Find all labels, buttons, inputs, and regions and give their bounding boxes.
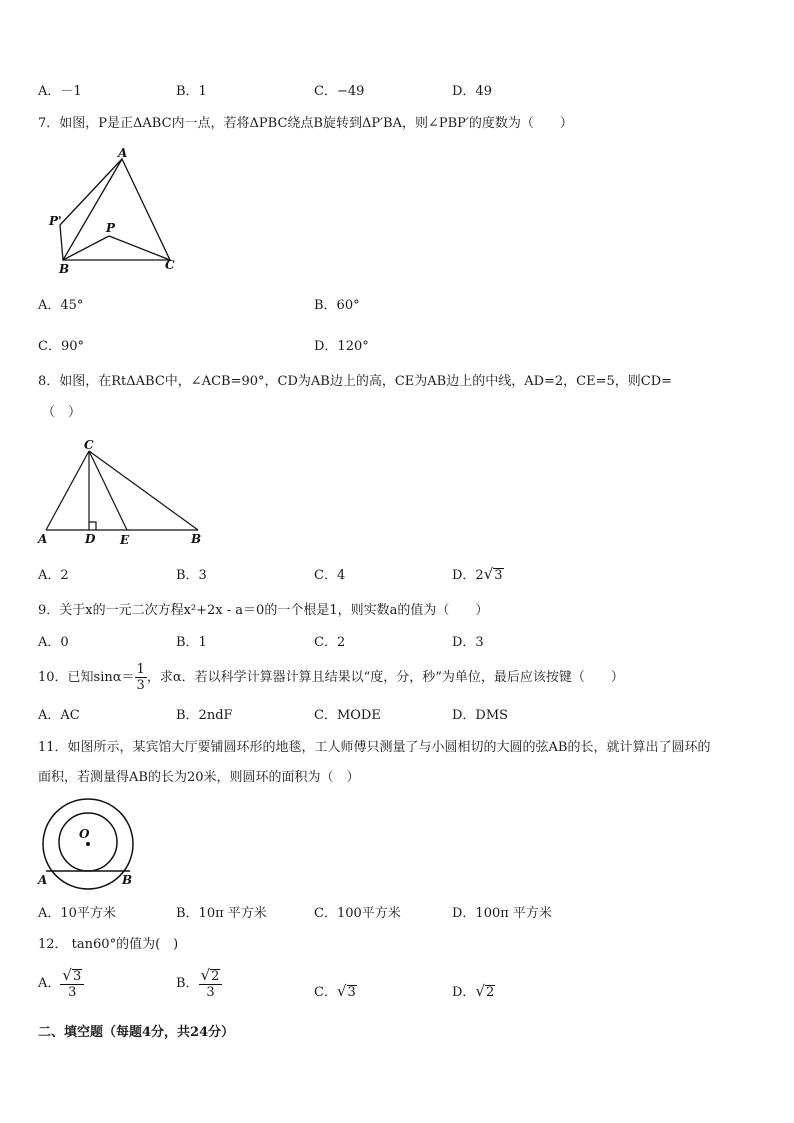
q8-segment-cb <box>89 451 198 530</box>
q11-label-o: O <box>79 827 90 841</box>
q6-option-d: D．49 <box>452 84 492 99</box>
q12-option-d-label: D． <box>452 985 476 1000</box>
q6-option-c: C．−49 <box>314 84 365 99</box>
q11-option-c: C．100平方米 <box>314 906 401 921</box>
q8-right-angle-mark <box>89 522 96 530</box>
q12-option-d <box>452 982 495 1002</box>
q8-triangle-figure <box>34 436 214 551</box>
q11-label-a: A <box>38 873 48 887</box>
q10-fraction-denominator: 3 <box>136 678 145 693</box>
q12-option-b-fraction <box>199 968 223 1000</box>
q6-option-a: A．－1 <box>38 84 82 99</box>
q12-option-c-radicand: 3 <box>347 985 356 1000</box>
q11-stem-line1: 11．如图所示，某宾馆大厅要铺圆环形的地毯，工人师傅只测量了与小圆相切的大圆的弦AB的长，就计算出了圆环的 <box>38 740 711 755</box>
q7-stem: 7．如图，P是正ΔABC内一点，若将ΔPBC绕点B旋转到ΔP′BA，则∠PBP′的度数为（ ） <box>38 116 573 131</box>
q12-option-b <box>176 968 222 1000</box>
q6-option-b: B．1 <box>176 84 207 99</box>
q7-option-a: A．45° <box>38 298 84 313</box>
q8-label-e: E <box>120 533 130 547</box>
q11-option-a: A．10平方米 <box>38 906 116 921</box>
q8-segment-ce <box>89 451 127 530</box>
q12-option-b-label: B． <box>176 976 199 991</box>
q11-center-point <box>86 842 90 846</box>
q10-option-a: A．AC <box>38 708 80 723</box>
q10-stem <box>38 662 624 693</box>
q7-option-c: C．90° <box>38 339 84 354</box>
q7-segment-ap-prime <box>60 159 122 225</box>
q8-label-d: D <box>85 532 96 546</box>
q12-stem: 12． tan60°的值为( ) <box>38 937 179 952</box>
q9-option-d: D．3 <box>452 635 484 650</box>
q9-stem: 9．关于x的一元二次方程x²+2x - a＝0的一个根是1，则实数a的值为（ ） <box>38 603 489 618</box>
q10-fraction <box>135 662 147 693</box>
q7-label-p: P <box>106 221 116 235</box>
q11-option-b: B．10π 平方米 <box>176 906 267 921</box>
q7-label-p-prime: P' <box>49 214 62 228</box>
q10-fraction-numerator: 1 <box>136 662 145 677</box>
q12-option-c <box>314 982 357 1002</box>
q8-stem-line1: 8．如图，在RtΔABC中，∠ACB=90°，CD为AB边上的高，CE为AB边上的中线，AD=2，CE=5，则CD= <box>38 374 673 389</box>
q10-stem-after: ，求α．若以科学计算器计算且结果以“度，分，秒”为单位，最后应该按键（ ） <box>146 670 624 685</box>
q8-option-d <box>452 565 504 585</box>
q10-option-d: D．DMS <box>452 708 509 723</box>
q12-option-a-sqrt-icon: √ <box>62 966 72 984</box>
q10-stem-before: 10．已知sinα＝ <box>38 670 135 685</box>
q8-option-d-prefix: D．2 <box>452 568 484 583</box>
q8-label-a: A <box>38 532 48 546</box>
q7-triangle-abc <box>63 159 170 260</box>
q9-option-c: C．2 <box>314 635 346 650</box>
q7-label-c: C <box>165 258 175 272</box>
q10-option-b: B．2ndF <box>176 708 233 723</box>
q7-segment-p-prime-b <box>60 225 63 260</box>
q11-option-d: D．100π 平方米 <box>452 906 552 921</box>
q8-segment-ac <box>46 451 89 530</box>
q11-annulus-figure <box>34 798 144 890</box>
q12-option-a <box>38 968 84 1000</box>
q8-option-d-radicand: 3 <box>494 568 503 583</box>
q12-option-b-sqrt-icon: √ <box>200 966 211 984</box>
q7-label-b: B <box>59 262 70 275</box>
q8-option-b: B．3 <box>176 568 207 583</box>
q12-option-b-numerator <box>199 968 223 985</box>
q12-option-a-numerator <box>60 968 84 985</box>
q12-option-c-label: C． <box>314 985 337 1000</box>
q12-option-b-denominator: 3 <box>206 985 215 1000</box>
q10-option-c: C．MODE <box>314 708 381 723</box>
q12-option-a-denominator: 3 <box>68 985 77 1000</box>
q8-option-c: C．4 <box>314 568 346 583</box>
q9-option-b: B．1 <box>176 635 207 650</box>
q7-triangle-figure <box>46 145 186 275</box>
q8-option-a: A．2 <box>38 568 69 583</box>
q12-option-b-radicand: 2 <box>211 969 220 984</box>
q8-stem-line2: （ ） <box>42 405 82 420</box>
q8-sqrt-icon: √ <box>483 565 494 583</box>
q7-option-d: D．120° <box>314 339 369 354</box>
q12-option-d-sqrt-icon: √ <box>475 982 485 1000</box>
q12-option-c-sqrt-icon: √ <box>336 982 347 1000</box>
q8-label-b: B <box>191 532 202 546</box>
q9-option-a: A．0 <box>38 635 69 650</box>
q12-option-a-radicand: 3 <box>72 969 82 984</box>
section-heading-fill-in: 二、填空题（每题4分，共24分） <box>38 1025 235 1040</box>
q12-option-a-fraction <box>60 968 84 1000</box>
q11-stem-line2: 面积，若测量得AB的长为20米，则圆环的面积为（ ） <box>38 770 360 785</box>
q7-label-a: A <box>118 146 128 160</box>
q8-label-c: C <box>84 438 94 452</box>
q11-label-b: B <box>122 873 133 887</box>
q12-option-d-radicand: 2 <box>486 985 495 1000</box>
q12-option-a-label: A． <box>38 976 61 991</box>
q7-option-b: B．60° <box>314 298 360 313</box>
